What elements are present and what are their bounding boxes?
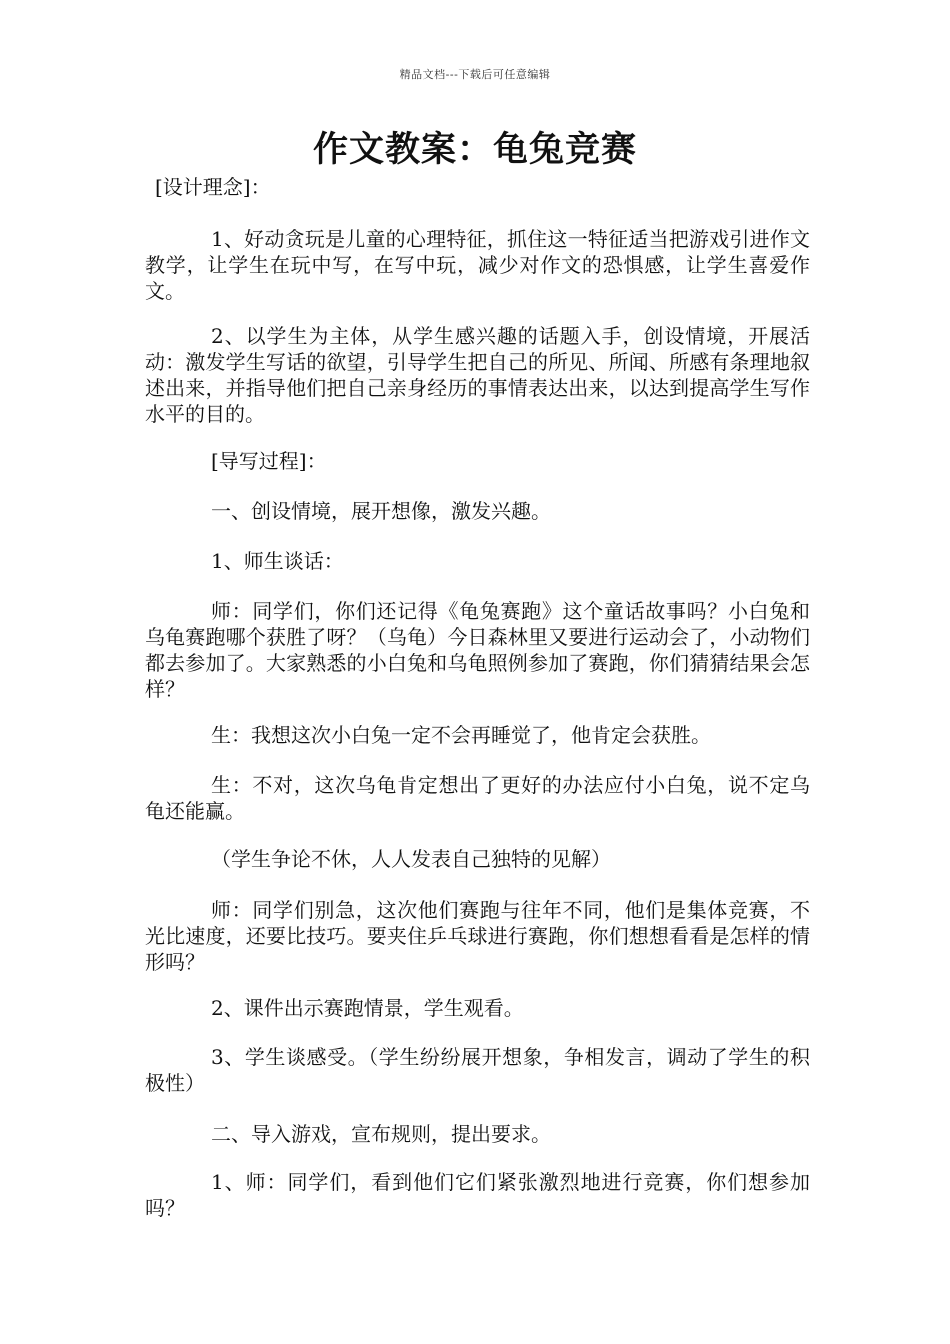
paragraph-concept-2: 2、以学生为主体，从学生感兴趣的话题入手，创设情境，开展活动：激发学生写话的欲望，引导学生把自己的所见、所闻、所感有条理地叙述出来，并指导他们把自己亲身经历的事情表达出来，以达到提高学生写作水平的目的。	[145, 324, 810, 426]
header-note: 精品文档---下载后可任意编辑	[399, 68, 551, 81]
paragraph-teacher-talk-label: 1、师生谈话：	[211, 549, 344, 573]
section-heading-process: [导写过程]：	[211, 449, 327, 473]
step-heading-1: 一、创设情境，展开想像，激发兴趣。	[211, 499, 551, 523]
paragraph-student-answer-2: 生：不对，这次乌龟肯定想出了更好的办法应付小白兔，说不定乌龟还能赢。	[145, 773, 810, 823]
paragraph-student-feelings: 3、学生谈感受。（学生纷纷展开想象，争相发言，调动了学生的积极性）	[145, 1045, 810, 1095]
paragraph-student-answer-1: 生：我想这次小白兔一定不会再睡觉了，他肯定会获胜。	[211, 723, 711, 747]
step-heading-2: 二、导入游戏，宣布规则，提出要求。	[211, 1122, 551, 1146]
paragraph-teacher-explain: 师：同学们别急，这次他们赛跑与往年不同，他们是集体竞赛，不光比速度，还要比技巧。要夹住乒乓球进行赛跑，你们想想看看是怎样的情形吗？	[145, 898, 810, 974]
paragraph-courseware: 2、课件出示赛跑情景，学生观看。	[211, 996, 524, 1020]
document-title: 作文教案：龟兔竞赛	[312, 129, 637, 170]
section-heading-design-concept: [设计理念]：	[155, 175, 271, 199]
paragraph-student-debate: （学生争论不休，人人发表自己独特的见解）	[211, 847, 611, 871]
paragraph-concept-1: 1、好动贪玩是儿童的心理特征，抓住这一特征适当把游戏引进作文教学，让学生在玩中写，在写中玩，减少对作文的恐惧感，让学生喜爱作文。	[145, 227, 810, 303]
paragraph-teacher-invite: 1、师：同学们，看到他们它们紧张激烈地进行竞赛，你们想参加吗？	[145, 1170, 810, 1220]
paragraph-teacher-question: 师：同学们，你们还记得《龟兔赛跑》这个童话故事吗？小白兔和乌龟赛跑哪个获胜了呀？（乌龟）今日森林里又要进行运动会了，小动物们都去参加了。大家熟悉的小白兔和乌龟照例参加了赛跑，你们猜猜结果会怎样？	[145, 599, 810, 701]
